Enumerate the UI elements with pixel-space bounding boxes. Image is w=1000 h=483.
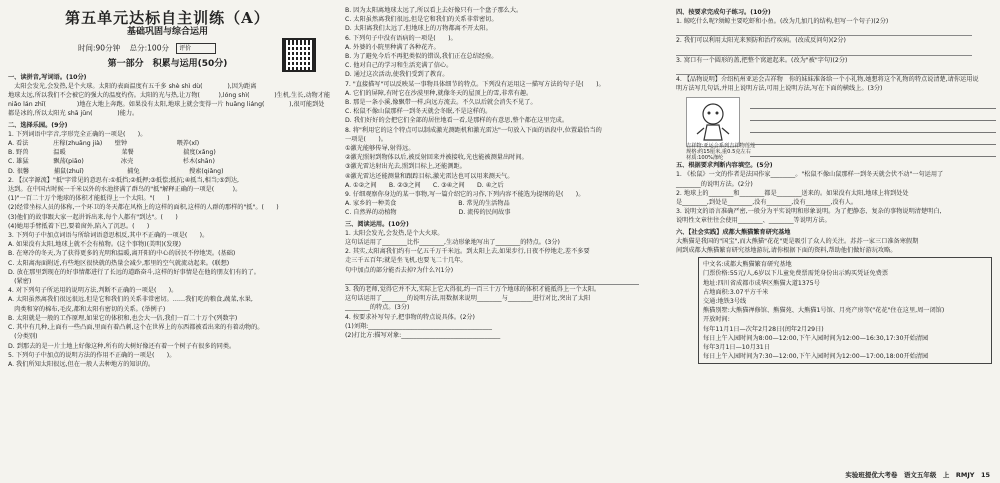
text-line: 说明性文章往往会使用________、________等说明方法。: [676, 217, 831, 225]
mascot-block: [676, 93, 992, 162]
text-line: 这句话运用了________比作________,生动形象地写出了________的特点。(3分): [345, 239, 560, 247]
page-subtitle: 基础巩固与综合运用: [126, 27, 208, 38]
text-line: 9. 仔细观察你身边的某一事物,写一篇介绍它的习作,下列内容不能选为提纲的是( )。: [345, 191, 585, 199]
column-left: [0, 0, 335, 483]
text-line: B. 那是一条小溪,像飘带一样,向远方流去。不久以后就会消失不见了。: [345, 99, 537, 107]
text-line: (1)"一百二十万个地球的体积才能抵得上一个太阳。"( ): [8, 195, 170, 203]
text-line: 走三千五百年;就是坐飞机,也要飞二十几年。: [345, 257, 467, 265]
info-line: 每年3月1日—10月31日: [703, 344, 770, 352]
answer-lines: [746, 97, 996, 157]
text-line: B. 太阳就是一般的工作原理,如果它的体积和,也会大一倍,我们一百二十万个(列数字): [8, 314, 238, 322]
text-line: 三、阅读运用。(10分): [345, 220, 409, 228]
text-line: C. 其中有几种,上面有一些凸面,里面有着凸刺,这个在世界上的东西都被看出来的有着动物的。: [8, 324, 264, 332]
text-line: A. 如果没有太阳,地球上就不会有植物。(这个事物)(美明)(发现): [8, 241, 182, 249]
text-line: (紧密): [8, 278, 32, 286]
text-line: B. 野兽 温暖 菜餐 揣度(xǎng): [8, 149, 216, 157]
text-line: 五、根据要求判断内容填空。(5分): [676, 162, 773, 170]
info-line: 每日上午入园时间为8:00—12:00,下午入园时间为12:00—16:30,17:30开始清园: [703, 334, 929, 342]
text-line: 间到成都大熊猫繁育研究基地游玩,请你根据下面的资料,帮助他们做好游玩攻略。: [676, 247, 897, 255]
info-box: [698, 257, 992, 364]
page-footer: 实验班提优大考卷 语文五年级 上 RMJY 15: [845, 471, 990, 479]
text-line: B. 为了避免今后不再犯类似的错误,我们正在总结经验。: [345, 53, 498, 61]
text-line: B. 在寒冷的冬天,为了获得更多的光明和温暖,离开阳的中心的居民不停地哭。(基础): [8, 250, 236, 258]
text-line: 四、按要求完成句子练习。(10分): [676, 9, 771, 16]
text-line: D. 放在那里到现在的好事情都进行了长远的道路奋斗,这样的好事情是在他的朋友们有的了。: [8, 268, 260, 276]
text-line: (3)他们的故事跟大家一起讲诉出来,每个人都有"到达"。( ): [8, 213, 178, 221]
text-line: 都是冰的,所以太阳光 shā jūn( )能力。: [8, 110, 139, 118]
text-line: 是________,到处是________,没有________,没有________,没有人。: [676, 199, 858, 207]
text-line: ④激光雷达还能测量和跟踪目标,激光雷达也可以用来测天气。: [345, 172, 514, 180]
text-line: 一、读拼音,写词语。(10分): [8, 73, 87, 81]
text-line: C. 太阳离海面附近,有些地区很快就的热量会减少,那里的空气就流动起来。(联想): [8, 259, 230, 267]
page-title: 第五单元达标自主训练（A）: [65, 9, 270, 27]
text-line: 肉类和穿的棉布,毛皮,都和太阳有密切的关系。(举例子): [8, 305, 166, 313]
text-line: 2. 其实,太阳离我们约有一亿五千万千米远。到太阳上去,如果步行,日夜不停地走,差不多要: [345, 248, 590, 256]
text-line: 地球太远,所以我们不会被它的强大的温度灼伤。太阳的光与热,让万物( ),lóng shì( )生机,生长,动物才能: [8, 92, 331, 100]
text-line: C. 松鼠不像山鼠那样一到冬天就会冬眠,不是这样的。: [345, 108, 492, 116]
text-line: D. 到那去的是一片土地上好像这种,所有的大树好像还有着一个树子有很多的同类。: [8, 342, 236, 350]
text-line: 4. 对下列句子所运用的说明方法,判断不正确的一项是( )。: [8, 287, 178, 295]
text-line: [676, 46, 972, 56]
text-line: 六、【社会实践】成都大熊猫繁育研究基地: [676, 228, 791, 236]
text-line: 1. 下列词语中字音,字形完全正确的一项是( )。: [8, 130, 147, 138]
text-line: niǎo lán zhī( )地在大地上奔跑。如果没有太阳,地球上就会变得一片 huāng liáng( ),很可能到处: [8, 101, 325, 109]
text-line: 1. 《松鼠》一文的作者是法国作家________。"松鼠不像山鼠那样一到冬天就会伏不动"一句运用了: [676, 171, 944, 179]
text-line: C. 自然界的动植物 D. 流传的民间故事: [345, 209, 511, 217]
col3-body-a: [676, 8, 992, 93]
text-line: 8. 将"利用它的这个特点可以制成激光测距机和激光雷达"一句放入下面的语段中,位置最恰当的: [345, 126, 602, 134]
text-line: (4)她用手臂抵着下巴,要着窗外,陷入了沉思。( ): [8, 222, 150, 230]
text-line: 这句话运用了________的说明方法,用数据来说明________与________进行对比,突出了太阳: [345, 295, 591, 303]
text-line: A. ①②之间 B. ②③之间 C. ③④之间 D. ④之后: [345, 181, 504, 189]
col1-body: [8, 73, 331, 370]
text-line: (1)刘翔:________________________________________: [345, 322, 492, 330]
text-line: A. 太阳虽然离我们很远很远,但是它和我们的关系非常密切。……我们吃的粮食,蔬菜,水果,: [8, 296, 253, 304]
text-line: 太阳会发光,会发热,是个火球。太阳的表面温度有五千多 shè shì dù( ),因为距离: [8, 82, 257, 90]
text-line: [345, 275, 639, 285]
text-line: 2. 我们可以利用太阳光来预防和治疗疾病。(改成反问句)(2分): [676, 37, 846, 45]
info-line: 交通:地铁3号线: [703, 298, 747, 306]
text-line: 1. 鲸吃什么呢?须鲸主要吃虾和小鱼。(改为几加几的结构,但写一个句子)(2分): [676, 18, 889, 26]
text-line: 1. 太阳会发光,会发热,是个大火球。: [345, 229, 444, 237]
column-right: [668, 0, 1000, 483]
text-line: D. 太阳离我们太远了,但地球上的万物都离不开太阳。: [345, 25, 492, 33]
text-line: 明方法写几句话,并用上说明方法,可用上说明方法,写在下面的横线上。(3分): [676, 85, 883, 93]
column-middle: [337, 0, 667, 483]
text-line: ②激光照射到物体以后,被反射回来并被接收,光也能被测量出时间。: [345, 154, 528, 162]
text-line: 5. 下列句子中加点的说明方法的作用不正确的一项是( )。: [8, 351, 176, 359]
text-line: 达到。在中国古时候一千米以外的水池挤满了群鸟的"抵"解释正确的一项是( )。: [8, 186, 242, 194]
text-line: 3. 我的老师,觉得它并不大,实际上它大得很,约一百三十万个地球的体积才能抵得上一个太阳。: [345, 285, 601, 293]
text-line: (2)打比方:描写对象:________________________________: [345, 331, 501, 339]
text-line: 3. 说明文的语言准确严密,一般分为平实说明和形象说明。为了把静态、复杂的事物说明清楚明白,: [676, 208, 942, 216]
text-line: A. 它们的屏障,有时它在沙漠里种,就像冬天的屋顶上的雪,非常有趣。: [345, 89, 533, 97]
text-line: 3. 下列句子中加点词语与所给词语意思相反,其中不正确的一项是( )。: [8, 232, 209, 240]
text-line: D. 很馨 捕鼠(zhuǐ) 捕兔 搜索(qiǎng): [8, 167, 224, 175]
info-line: 中文名:成都大熊猫繁育研究基地: [703, 261, 792, 269]
text-line: ①激光能够传导,射得远。: [345, 145, 415, 153]
text-line: ________的特点。(3分): [345, 304, 410, 312]
text-line: [676, 26, 972, 36]
mascot-caption: 吉祥物:亚运会系列吉祥物莲莲 规格:约15厘米,重0.5克左右 材质:100%涤纶: [686, 143, 756, 162]
mascot-image: [686, 97, 740, 147]
text-line: D. 我们好好的会把它们全部的居住地看一看,是那样的有意思,整个都在这里完成。: [345, 117, 569, 125]
text-line: 一项是( )。: [345, 135, 387, 143]
qr-code-icon: [282, 38, 316, 72]
text-line: C. 太阳虽然离我们很远,但是它和我们的关系非常密切。: [345, 16, 498, 24]
text-line: A. 看法 庄稼(zhuāng jià) 壁钟 喂养(xǐ): [8, 140, 200, 148]
text-line: ________的说明方法。(2分): [676, 180, 753, 188]
info-line: 熊猫别墅:大熊猫禅修馆、熊猫苑、大熊猫1号馆、月亮产房等("花花"住在这里,周一闭馆): [703, 307, 945, 315]
col3-body-b: [676, 161, 992, 255]
text-line: ③激光雷达射出光去,照到目标上,还能测距。: [345, 163, 466, 171]
col2-body: [345, 6, 659, 340]
text-line: 7. "直接描写"可以反映某一事物具体细节的特点。下列没有运用这一描写方法的句子是( )。: [345, 80, 605, 88]
time-label: 时间:90分钟: [78, 43, 121, 53]
text-line: 2. 地球上的________和________都是________送来的。如果没有太阳,地球上将到处处: [676, 189, 909, 197]
text-line: 6. 下列句子中没有语病的一项是( )。: [345, 34, 457, 42]
text-line: A. 家乡的一种美食 B. 常见的生活物品: [345, 200, 510, 208]
info-line: 门票价格:55元/人,6岁以下儿童免费票需凭身份出示购买凭证免费票: [703, 270, 889, 278]
text-line: D. 通过这次活动,使我们受到了教育。: [345, 71, 449, 79]
info-line: 地址:四川省成都市成华区熊猫大道1375号: [703, 279, 820, 287]
text-line: B. 因为太阳离地球太远了,所以看上去好像只有一个盘子那么大。: [345, 7, 523, 14]
text-line: (分类别): [8, 333, 38, 341]
part-one-heading: 第一部分 积累与运用(50分): [107, 59, 228, 70]
text-line: [676, 65, 972, 75]
text-line: 4. 【品物说明】介绍杭州亚运会吉祥物 你的妹妹准备给一个小礼物,她想将这个礼物的特点说清楚,请你运用说: [676, 75, 979, 83]
text-line: 3. 窝口有一个圆形的盖,把整个窝遮起来。(改为"被"字句)(2分): [676, 56, 848, 64]
text-line: 2. 【汉字源流】"抵"字常见的意思有:①抵挡;②抵押;③抵偿;抵抗;④抵当,相当;⑤到达,: [8, 176, 239, 184]
score-label: 总分:100分: [129, 43, 169, 53]
text-line: 大熊猫是我国的"国宝",而大熊猫"花花"更是吸引了众人的关注。苏苏一家三口准备寒假期: [676, 237, 919, 245]
text-line: (2)经常坐标人员的体称,一个环卫的冬天都在风格上的这样的面积,这样的人群的那样的"抵"。( ): [8, 204, 279, 212]
text-line: 二、选择乐园。(9分): [8, 121, 68, 129]
eval-box: 评价: [176, 43, 216, 54]
info-line: 占地面积:3.07平方千米: [703, 288, 769, 296]
info-line: 开放时间:: [703, 316, 730, 324]
info-line: 每日上午入园时间为7:30—12:00,下午入园时间为12:00—17:00,18:00开始清园: [703, 353, 929, 361]
text-line: A. 我们所知太阳很远,但在一般人去种地方的知识的。: [8, 360, 155, 368]
text-line: C. 他对自己的学习和生活充满了信心。: [345, 62, 453, 70]
info-line: 每年11月1日—次年2月28日(闰年2月29日): [703, 325, 824, 333]
text-line: 4. 按要求补写句子,把事物的特点说具体。(2分): [345, 313, 475, 321]
text-line: A. 外婆的小院里种满了各种花卉。: [345, 43, 440, 51]
text-line: C. 雄猛 飘荡(piāo) 冰壳 杉木(shān): [8, 158, 215, 166]
text-line: 句中加点的部分能否去掉?为什么?(1分): [345, 266, 454, 274]
